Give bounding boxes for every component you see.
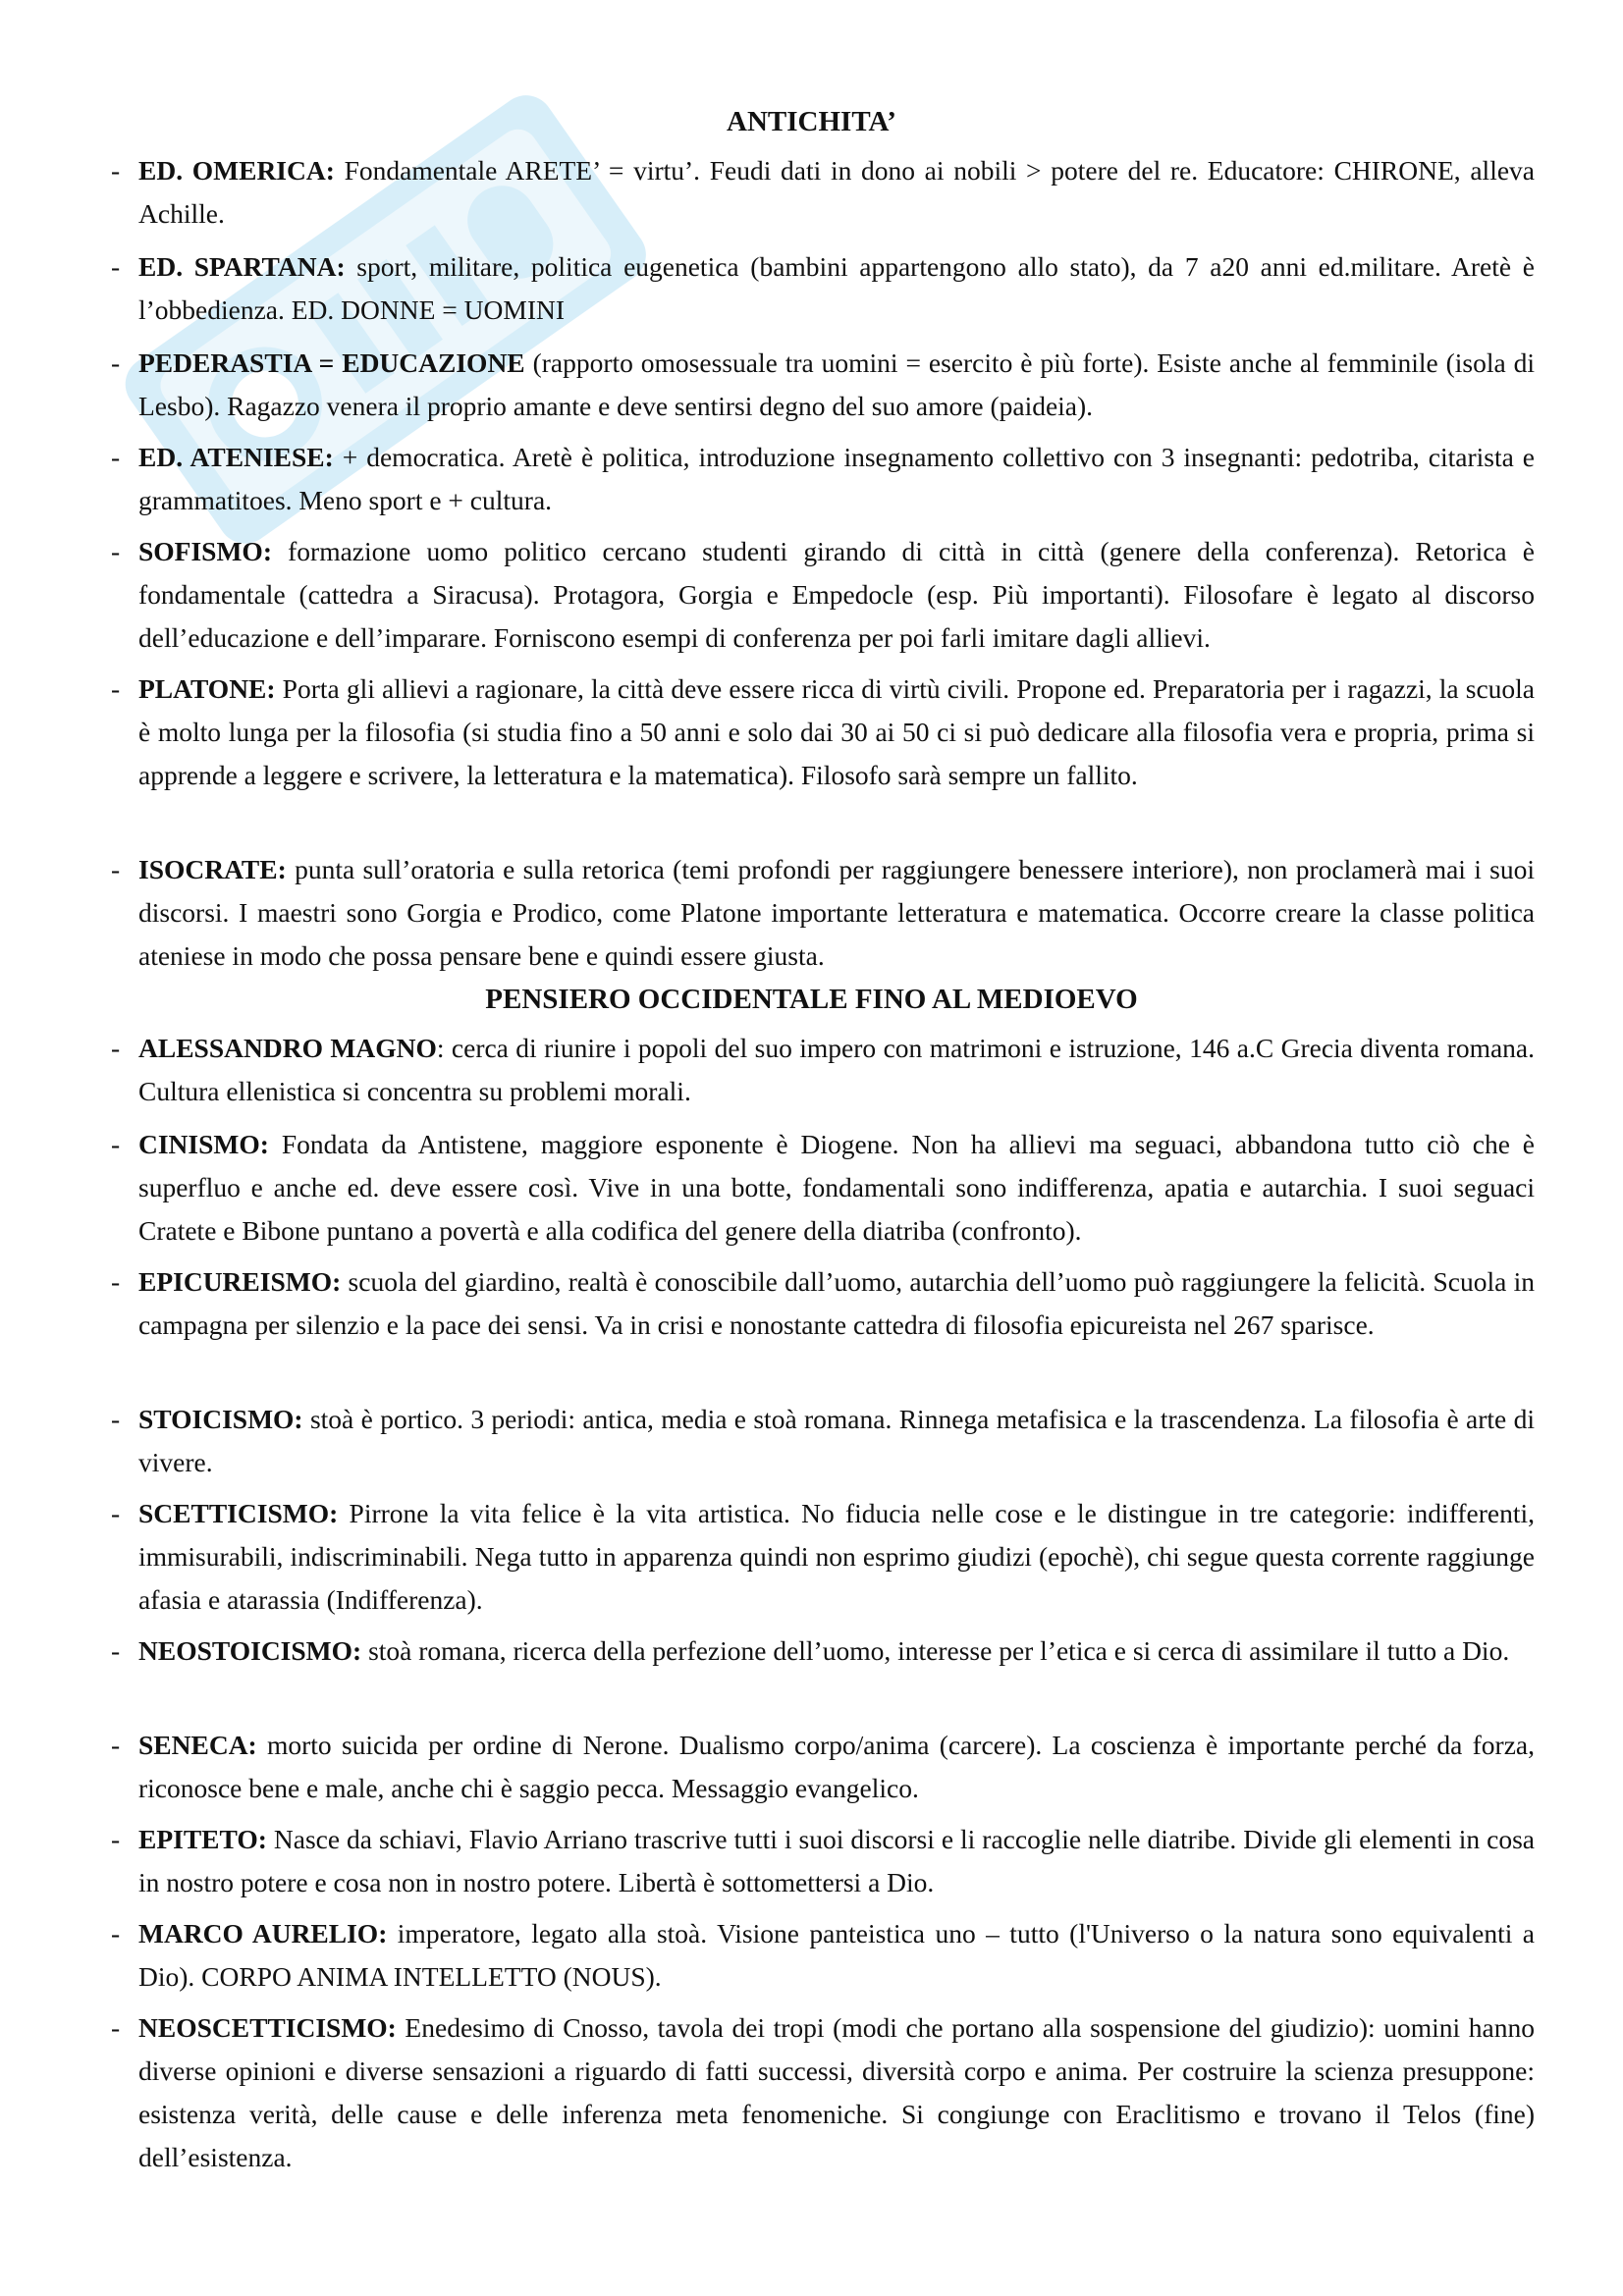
entry-platone bbox=[111, 667, 1535, 797]
entry-neoscetticismo bbox=[111, 2006, 1535, 2179]
entry-term: NEOSCETTICISMO: bbox=[138, 2012, 397, 2043]
bullet-dash: - bbox=[111, 1498, 121, 1528]
entry-text: scuola del giardino, realtà è conoscibile dall’uomo, autarchia dell’uomo può raggiungere la felicità. Scuola in campagna per silenzio e la pace dei sensi. Va in crisi e nonostante cattedra di filosofia epicureista nel 267 sparisce. bbox=[138, 1266, 1535, 1340]
entry-scetticismo bbox=[111, 1492, 1535, 1622]
entry-epicureismo bbox=[111, 1260, 1535, 1347]
bullet-dash: - bbox=[111, 1730, 121, 1760]
entry-text: imperatore, legato alla stoà. Visione panteistica uno – tutto (l'Universo o la natura sono equivalenti a Dio). CORPO ANIMA INTELLETTO (NOUS). bbox=[138, 1918, 1535, 1992]
bullet-dash: - bbox=[111, 1824, 121, 1854]
bullet-dash: - bbox=[111, 1129, 121, 1159]
bullet-dash: - bbox=[111, 2012, 121, 2043]
entry-text: stoà è portico. 3 periodi: antica, media e stoà romana. Rinnega metafisica e la trascendenza. La filosofia è arte di vivere. bbox=[138, 1404, 1535, 1477]
entry-text: stoà romana, ricerca della perfezione dell’uomo, interesse per l’etica e si cerca di assimilare il tutto a Dio. bbox=[361, 1635, 1510, 1666]
entry-text: sport, militare, politica eugenetica (bambini appartengono allo stato), da 7 a20 anni ed.militare. Aretè è l’obbedienza. ED. DONNE = UOMINI bbox=[138, 251, 1535, 325]
entry-text: Porta gli allievi a ragionare, la città deve essere ricca di virtù civili. Propone ed. Preparatoria per i ragazzi, la scuola è molto lunga per la filosofia (si studia fino a 50 anni e solo dai 30 ai 50 ci si può dedicare alla filosofia vera e propria, prima si apprende a leggere e scrivere, la letteratura e la matematica). Filosofo sarà sempre un fallito. bbox=[138, 673, 1535, 790]
entry-alessandro-magno bbox=[111, 1027, 1535, 1113]
entry-pederastia bbox=[111, 342, 1535, 428]
entry-term: MARCO AURELIO: bbox=[138, 1918, 388, 1949]
bullet-dash: - bbox=[111, 673, 121, 704]
entry-cinismo bbox=[111, 1123, 1535, 1253]
entry-text: + democratica. Aretè è politica, introduzione insegnamento collettivo con 3 insegnanti: pedotriba, citarista e grammatitoes. Meno sport e + cultura. bbox=[138, 442, 1536, 515]
entry-term: SOFISMO: bbox=[138, 536, 272, 566]
bullet-dash: - bbox=[111, 442, 121, 472]
entry-term: ED. SPARTANA: bbox=[138, 251, 346, 282]
entry-epiteto bbox=[111, 1818, 1535, 1904]
bullet-dash: - bbox=[111, 1404, 121, 1434]
entry-term: ED. ATENIESE: bbox=[138, 442, 334, 472]
bullet-dash: - bbox=[111, 854, 121, 884]
entry-text: Nasce da schiavi, Flavio Arriano trascrive tutti i suoi discorsi e li raccoglie nelle diatribe. Divide gli elementi in cosa in nostro potere e cosa non in nostro potere. Libertà è sottomettersi a Dio. bbox=[138, 1824, 1535, 1897]
entry-seneca bbox=[111, 1724, 1535, 1810]
entry-text: Fondamentale ARETE’ = virtu’. Feudi dati in dono ai nobili > potere del re. Educatore: CHIRONE, alleva Achille. bbox=[138, 155, 1535, 229]
entry-text: formazione uomo politico cercano studenti girando di città in città (genere della conferenza). Retorica è fondamentale (cattedra a Siracusa). Protagora, Gorgia e Empedocle (esp. Più importanti). Filosofare è legato al discorso dell’educazione e dell’imparare. Forniscono esempi di conferenza per poi farli imitare dagli allievi. bbox=[138, 536, 1535, 653]
bullet-dash: - bbox=[111, 1266, 121, 1297]
entry-sofismo bbox=[111, 530, 1535, 660]
entry-marco-aurelio bbox=[111, 1912, 1535, 1999]
entry-text: morto suicida per ordine di Nerone. Dualismo corpo/anima (carcere). La coscienza è importante perché da forza, riconosce bene e male, anche chi è saggio pecca. Messaggio evangelico. bbox=[138, 1730, 1535, 1803]
entry-text: (rapporto omosessuale tra uomini = esercito è più forte). Esiste anche al femminile (isola di Lesbo). Ragazzo venera il proprio amante e deve sentirsi degno del suo amore (paideia). bbox=[138, 347, 1535, 421]
bullet-dash: - bbox=[111, 1033, 121, 1063]
entry-isocrate bbox=[111, 848, 1535, 978]
bullet-dash: - bbox=[111, 251, 121, 282]
entry-text: punta sull’oratoria e sulla retorica (temi profondi per raggiungere benessere interiore), non proclamerà mai i suoi discorsi. I maestri sono Gorgia e Prodico, come Platone importante letteratura e matematica. Occorre creare la classe politica ateniese in modo che possa pensare bene e quindi essere giusta. bbox=[138, 854, 1535, 971]
entry-ed-spartana bbox=[111, 245, 1535, 332]
entry-term: EPICUREISMO: bbox=[138, 1266, 342, 1297]
entry-text: Pirrone la vita felice è la vita artistica. No fiducia nelle cose e le distingue in tre categorie: indifferenti, immisurabili, indiscriminabili. Nega tutto in apparenza quindi non esprimo giudizi (epochè), chi segue questa corrente raggiunge afasia e atarassia (Indifferenza). bbox=[138, 1498, 1535, 1615]
bullet-dash: - bbox=[111, 155, 121, 186]
entry-term: ED. OMERICA: bbox=[138, 155, 335, 186]
entry-term: CINISMO: bbox=[138, 1129, 269, 1159]
entry-ed-omerica bbox=[111, 149, 1535, 236]
entry-term: ALESSANDRO MAGNO bbox=[138, 1033, 437, 1063]
bullet-dash: - bbox=[111, 347, 121, 378]
section-title-antichita: ANTICHITA’ bbox=[727, 106, 896, 137]
entry-text: Enedesimo di Cnosso, tavola dei tropi (modi che portano alla sospensione del giudizio): uomini hanno diverse opinioni e diverse sensazioni a riguardo di fatti successi, diversità corpo e anima. Per costruire la scienza presuppone: esistenza verità, delle cause e delle inferenza meta fenomeniche. Si congiunge con Eraclitismo e trovano il Telos (fine) dell’esistenza. bbox=[138, 2012, 1535, 2172]
bullet-dash: - bbox=[111, 536, 121, 566]
entry-term: EPITETO: bbox=[138, 1824, 267, 1854]
entry-term: ISOCRATE: bbox=[138, 854, 287, 884]
entry-term: PLATONE: bbox=[138, 673, 276, 704]
entry-text: : cerca di riunire i popoli del suo impero con matrimoni e istruzione, 146 a.C Grecia diventa romana. Cultura ellenistica si concentra su problemi morali. bbox=[138, 1033, 1535, 1106]
entry-neostoicismo bbox=[111, 1629, 1535, 1673]
entry-term: NEOSTOICISMO: bbox=[138, 1635, 362, 1666]
entry-term: SCETTICISMO: bbox=[138, 1498, 339, 1528]
bullet-dash: - bbox=[111, 1635, 121, 1666]
section-title-pensiero-occidentale: PENSIERO OCCIDENTALE FINO AL MEDIOEVO bbox=[485, 984, 1138, 1015]
entry-text: Fondata da Antistene, maggiore esponente è Diogene. Non ha allievi ma seguaci, abbandona tutto ciò che è superfluo e anche ed. deve essere così. Vive in una botte, fondamentali sono indifferenza, apatia e autarchia. I suoi seguaci Cratete e Bibone puntano a povertà e alla codifica del genere della diatriba (confronto). bbox=[138, 1129, 1535, 1246]
entry-term: STOICISMO: bbox=[138, 1404, 303, 1434]
entry-term: SENECA: bbox=[138, 1730, 257, 1760]
entry-stoicismo bbox=[111, 1398, 1535, 1484]
bullet-dash: - bbox=[111, 1918, 121, 1949]
entry-term: PEDERASTIA = EDUCAZIONE bbox=[138, 347, 525, 378]
entry-ed-ateniese bbox=[111, 436, 1535, 522]
